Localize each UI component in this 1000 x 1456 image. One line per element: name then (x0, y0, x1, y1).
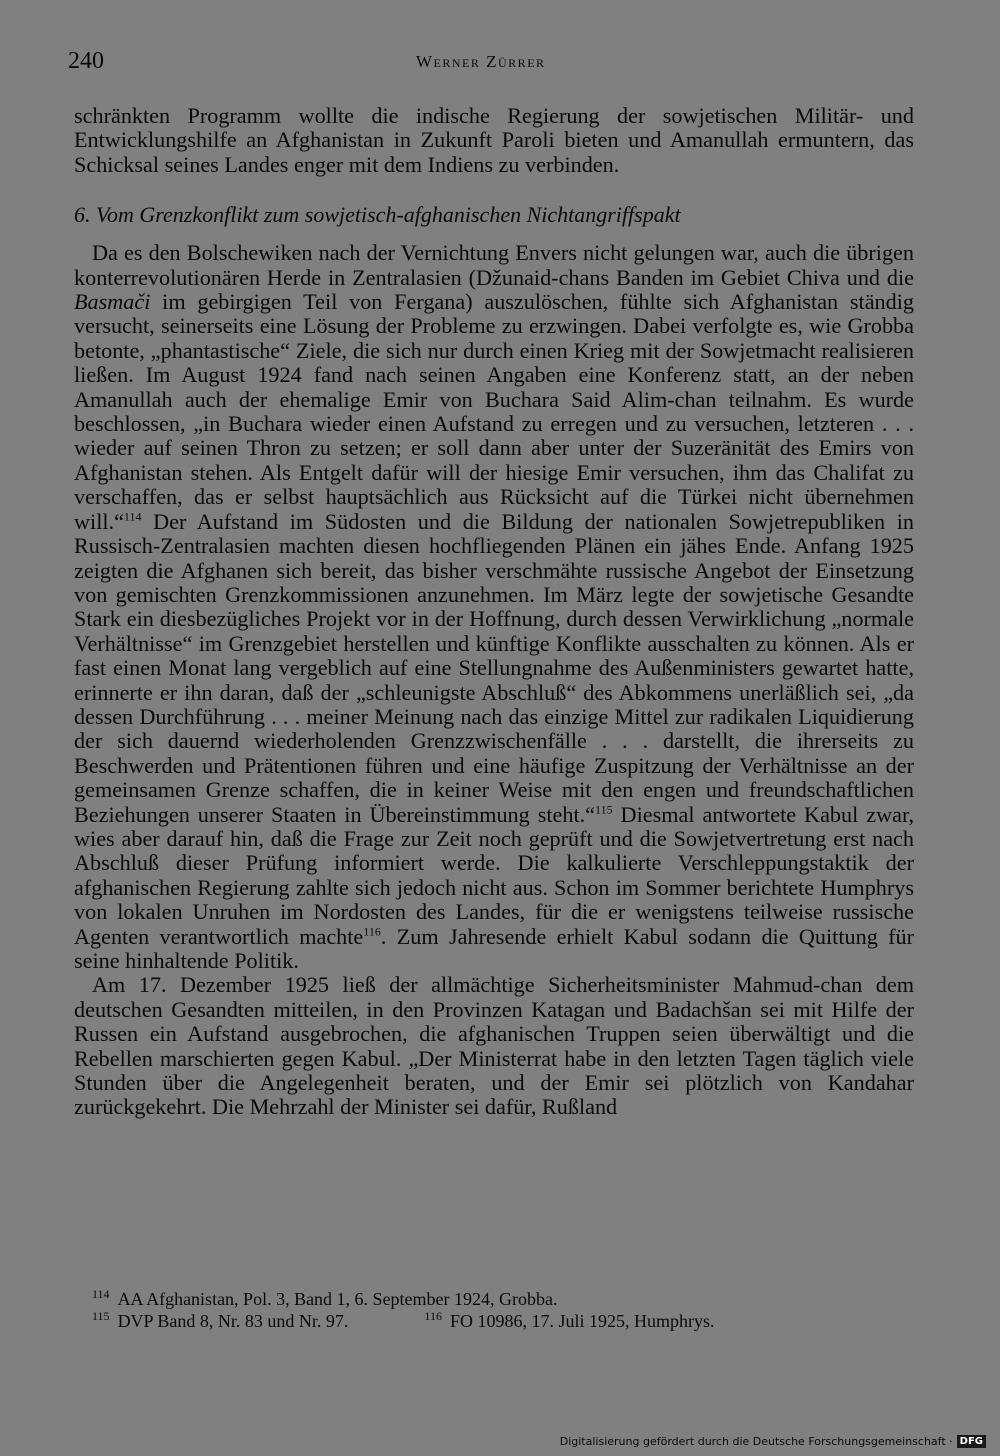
footnote-ref-114[interactable]: 114 (123, 509, 142, 524)
paragraph-2: Am 17. Dezember 1925 ließ der allmächtige Sicherheitsminister Mahmud-chan dem deutschen Gesandten mitteilen, in den Provinzen Katagan und Badachšan sei mit Hilfe der Russen ein Aufstand ausgebrochen, die afghanischen Truppen seien überwältigt und die Rebellen marschierten gegen Kabul. „Der Ministerrat habe in den letzten Tagen täglich viele Stunden über die Angelegenheit beraten, und der Emir sei plötzlich von Kandahar zurückgekehrt. Die Mehrzahl der Minister sei dafür, Rußland (74, 972, 914, 1120)
footnote-115 (92, 1310, 348, 1332)
intro-paragraph: schränkten Programm wollte die indische Regierung der sowjetischen Militär- und Entwicklungshilfe an Afghanistan in Zukunft Paroli bieten und Amanullah ermuntern, das Schicksal seines Landes enger mit dem Indiens zu verbinden. (74, 103, 914, 177)
running-head: Werner Zürrer (416, 52, 546, 71)
footnote-114 (92, 1288, 558, 1310)
footnote-ref-115[interactable]: 115 (595, 802, 613, 817)
footnotes (92, 1288, 922, 1332)
footnote-number: 116 (424, 1309, 442, 1323)
footnote-text: AA Afghanistan, Pol. 3, Band 1, 6. September 1924, Grobba. (117, 1289, 558, 1309)
footnote-row-2 (92, 1310, 922, 1332)
paragraph-1 (74, 241, 914, 973)
credit-text: Digitalisierung gefördert durch die Deutsche Forschungsgemeinschaft · (559, 1435, 953, 1448)
footnote-row-1 (92, 1288, 922, 1310)
paragraph-1-part-c: im gebirgigen Teil von Fergana) auszulöschen, fühlte sich Afghanistan ständig versucht, seinerseits eine Lösung der Probleme zu erzwingen. Dabei verfolgte es, wie Grobba betonte, „phantastische“ Ziele, die sich nur durch einen Krieg mit der Sowjetmacht realisieren ließen. Im August 1924 fand nach seinen Angaben eine Konferenz statt, an der neben Amanullah auch der ehemalige Emir von Buchara Said Alim-chan teilnahm. Es wurde beschlossen, „in Buchara wieder einen Aufstand zu erregen und zu versuchen, letzteren . . . wieder auf seinen Thron zu setzen; er soll dann aber unter der Suzeränität des Emirs von Afghanistan stehen. Als Entgelt dafür will der hiesige Emir versuchen, ihm das Chalifat zu verschaffen, das er selbst hauptsächlich aus Rücksicht auf die Türkei nicht übernehmen will.“ (74, 289, 914, 534)
footnote-number: 114 (92, 1287, 110, 1301)
paragraph-1-part-d: Der Aufstand im Südosten und die Bildung der nationalen Sowjetrepubliken in Russisch-Zentralasien machten diesen hochfliegenden Plänen ein jähes Ende. Anfang 1925 zeigten die Afghanen sich bereit, das bisher verschmähte russische Angebot der Einsetzung von gemischten Grenzkommissionen anzunehmen. Im März legte der sowjetische Gesandte Stark ein diesbezügliches Projekt vor in der Hoffnung, durch dessen Verwirklichung „normale Verhältnisse“ im Grenzgebiet herstellen und künftige Konflikte ausschalten zu können. Als er fast einen Monat lang vergeblich auf eine Stellungnahme des Außenministers gewartet hatte, erinnerte er ihn daran, daß der „schleunigste Abschluß“ des Abkommens unerläßlich sei, „da dessen Durchführung . . . meiner Meinung nach das einzige Mittel zur radikalen Liquidierung der sich dauernd wiederholenden Grenzzwischenfälle . . . darstellt, die ihrerseits zu Beschwerden und Prätentionen führen und eine häufige Zuspitzung der Verhältnisse an der gemeinsamen Grenze schaffen, die in keiner Weise mit den engen und freundschaftlichen Beziehungen unserer Staaten in Übereinstimmung steht.“ (74, 508, 914, 827)
dfg-logo: DFG (957, 1435, 986, 1448)
footnote-number: 115 (92, 1309, 110, 1323)
page-number: 240 (68, 48, 104, 74)
paragraph-1-italic-term: Basmači (74, 289, 151, 315)
footnote-text: DVP Band 8, Nr. 83 und Nr. 97. (117, 1311, 349, 1331)
paragraph-1-part-e: Diesmal antwortete Kabul zwar, wies aber darauf hin, daß die Frage zur Zeit noch geprüft und die Sowjetvertretung erst nach Abschluß dieser Prüfung informiert werde. Die kalkulierte Verschleppungstaktik der afghanischen Regierung zahlte sich jedoch nicht aus. Schon im Sommer berichtete Humphrys von lokalen Unruhen im Nordosten des Landes, für die er wenigstens teilweise russische Agenten verantwortlich machte (74, 801, 914, 949)
paragraph-1-part-a: Da es den Bolschewiken nach der Vernichtung Envers nicht gelungen war, auch die übrigen konterrevolutionären Herde in Zentralasien (Džunaid-chans Banden im Gebiet Chiva und die (74, 240, 914, 290)
paragraph-1-part-f: . Zum Jahresende erhielt Kabul sodann die Quittung für seine hinhaltende Politik. (74, 923, 914, 973)
page-header (68, 48, 914, 80)
main-text (74, 104, 914, 1120)
footnote-116 (424, 1310, 714, 1332)
footnote-text: FO 10986, 17. Juli 1925, Humphrys. (449, 1311, 715, 1331)
footnote-ref-116[interactable]: 116 (363, 924, 381, 939)
digitization-credit (560, 1435, 986, 1448)
section-heading: 6. Vom Grenzkonflikt zum sowjetisch-afghanischen Nichtangriffspakt (74, 202, 681, 228)
